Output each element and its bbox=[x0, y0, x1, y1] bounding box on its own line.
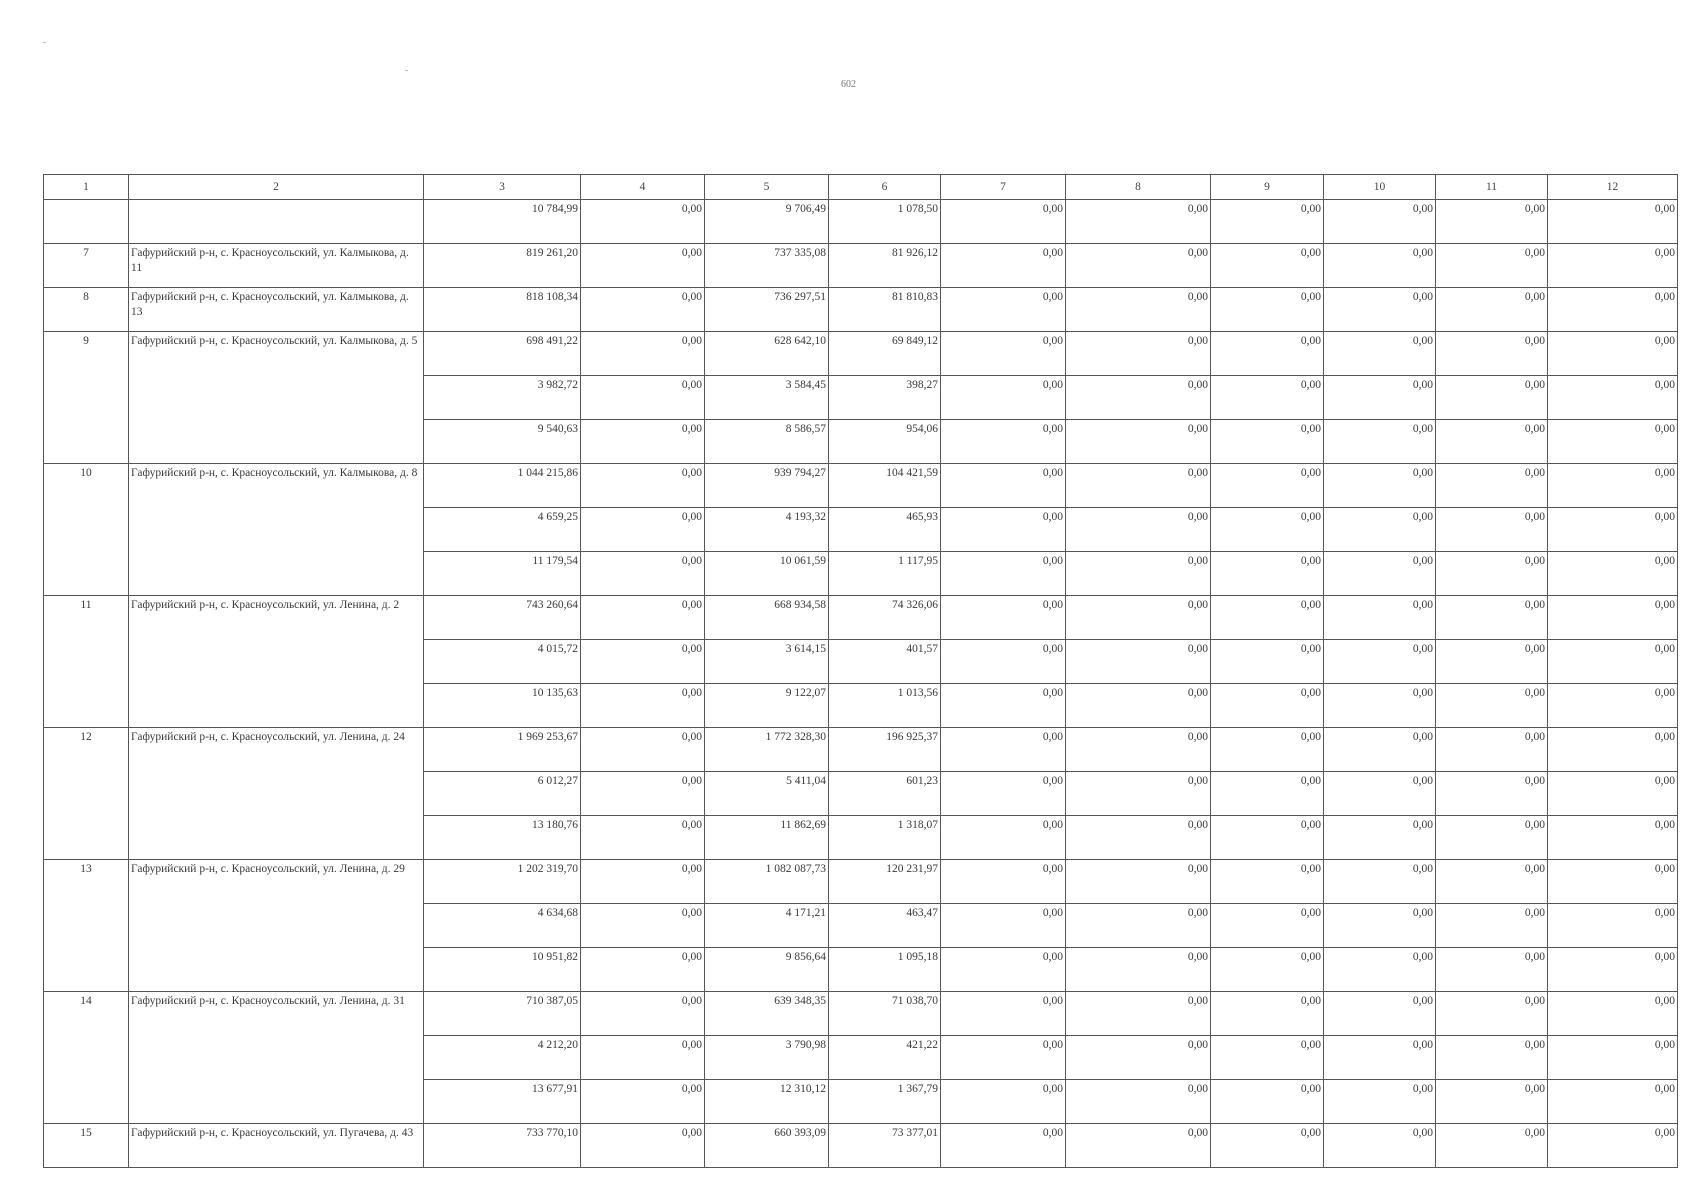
value-cell: 0,00 bbox=[581, 992, 705, 1036]
value-cell: 0,00 bbox=[1324, 772, 1436, 816]
value-cell: 13 677,91 bbox=[424, 1080, 581, 1124]
table-body bbox=[44, 175, 1678, 1168]
table-row bbox=[44, 332, 1678, 376]
value-cell: 0,00 bbox=[941, 860, 1066, 904]
value-cell: 0,00 bbox=[941, 992, 1066, 1036]
address-cell: Гафурийский р-н, с. Красноусольский, ул. Калмыкова, д. 8 bbox=[129, 464, 424, 596]
value-cell: 1 117,95 bbox=[829, 552, 941, 596]
value-cell: 0,00 bbox=[1548, 816, 1678, 860]
value-cell: 0,00 bbox=[1211, 464, 1324, 508]
value-cell: 0,00 bbox=[1324, 1080, 1436, 1124]
value-cell: 0,00 bbox=[941, 1080, 1066, 1124]
row-number-cell: 10 bbox=[44, 464, 129, 596]
value-cell: 0,00 bbox=[1211, 596, 1324, 640]
value-cell: 8 586,57 bbox=[705, 420, 829, 464]
row-number-cell: 15 bbox=[44, 1124, 129, 1168]
value-cell: 0,00 bbox=[1324, 640, 1436, 684]
value-cell: 0,00 bbox=[1066, 508, 1211, 552]
value-cell: 0,00 bbox=[941, 640, 1066, 684]
value-cell: 0,00 bbox=[1066, 992, 1211, 1036]
value-cell: 0,00 bbox=[1066, 464, 1211, 508]
value-cell: 120 231,97 bbox=[829, 860, 941, 904]
value-cell: 818 108,34 bbox=[424, 288, 581, 332]
value-cell: 0,00 bbox=[941, 1036, 1066, 1080]
value-cell: 0,00 bbox=[581, 332, 705, 376]
value-cell: 0,00 bbox=[941, 904, 1066, 948]
value-cell: 0,00 bbox=[941, 1124, 1066, 1168]
value-cell: 0,00 bbox=[1436, 244, 1548, 288]
value-cell: 0,00 bbox=[1548, 1124, 1678, 1168]
value-cell: 0,00 bbox=[1548, 1036, 1678, 1080]
column-number: 4 bbox=[581, 175, 705, 200]
value-cell: 73 377,01 bbox=[829, 1124, 941, 1168]
value-cell: 1 078,50 bbox=[829, 200, 941, 244]
value-cell: 5 411,04 bbox=[705, 772, 829, 816]
row-number-cell: 8 bbox=[44, 288, 129, 332]
value-cell: 0,00 bbox=[941, 464, 1066, 508]
value-cell: 0,00 bbox=[1211, 904, 1324, 948]
value-cell: 0,00 bbox=[1324, 200, 1436, 244]
address-cell: Гафурийский р-н, с. Красноусольский, ул. Ленина, д. 29 bbox=[129, 860, 424, 992]
value-cell: 0,00 bbox=[1548, 640, 1678, 684]
value-cell: 0,00 bbox=[1436, 1080, 1548, 1124]
value-cell: 0,00 bbox=[941, 816, 1066, 860]
value-cell: 0,00 bbox=[1066, 376, 1211, 420]
column-number-row bbox=[44, 175, 1678, 200]
value-cell: 0,00 bbox=[1066, 332, 1211, 376]
value-cell: 0,00 bbox=[1436, 508, 1548, 552]
value-cell: 0,00 bbox=[581, 200, 705, 244]
value-cell: 71 038,70 bbox=[829, 992, 941, 1036]
value-cell: 0,00 bbox=[581, 948, 705, 992]
value-cell: 0,00 bbox=[941, 244, 1066, 288]
value-cell: 0,00 bbox=[1211, 1080, 1324, 1124]
value-cell: 0,00 bbox=[581, 1036, 705, 1080]
value-cell: 3 790,98 bbox=[705, 1036, 829, 1080]
value-cell: 0,00 bbox=[1436, 1036, 1548, 1080]
value-cell: 0,00 bbox=[941, 420, 1066, 464]
value-cell: 0,00 bbox=[1324, 332, 1436, 376]
value-cell: 0,00 bbox=[1211, 244, 1324, 288]
value-cell: 0,00 bbox=[1324, 420, 1436, 464]
value-cell: 4 015,72 bbox=[424, 640, 581, 684]
value-cell: 0,00 bbox=[581, 420, 705, 464]
value-cell: 9 856,64 bbox=[705, 948, 829, 992]
table-row bbox=[44, 288, 1678, 332]
value-cell: 398,27 bbox=[829, 376, 941, 420]
value-cell: 1 044 215,86 bbox=[424, 464, 581, 508]
value-cell: 1 202 319,70 bbox=[424, 860, 581, 904]
value-cell: 0,00 bbox=[941, 772, 1066, 816]
row-number-cell bbox=[44, 200, 129, 244]
value-cell: 0,00 bbox=[1066, 420, 1211, 464]
table-row bbox=[44, 1124, 1678, 1168]
value-cell: 0,00 bbox=[941, 728, 1066, 772]
value-cell: 0,00 bbox=[1548, 772, 1678, 816]
value-cell: 0,00 bbox=[941, 376, 1066, 420]
value-cell: 196 925,37 bbox=[829, 728, 941, 772]
value-cell: 0,00 bbox=[941, 596, 1066, 640]
value-cell: 421,22 bbox=[829, 1036, 941, 1080]
value-cell: 0,00 bbox=[1548, 684, 1678, 728]
value-cell: 0,00 bbox=[1436, 596, 1548, 640]
value-cell: 0,00 bbox=[1211, 288, 1324, 332]
value-cell: 9 706,49 bbox=[705, 200, 829, 244]
table-row bbox=[44, 860, 1678, 904]
value-cell: 0,00 bbox=[1436, 420, 1548, 464]
value-cell: 0,00 bbox=[581, 772, 705, 816]
value-cell: 819 261,20 bbox=[424, 244, 581, 288]
value-cell: 10 135,63 bbox=[424, 684, 581, 728]
value-cell: 0,00 bbox=[1548, 904, 1678, 948]
value-cell: 81 810,83 bbox=[829, 288, 941, 332]
value-cell: 0,00 bbox=[1324, 816, 1436, 860]
value-cell: 0,00 bbox=[1324, 376, 1436, 420]
address-cell: Гафурийский р-н, с. Красноусольский, ул. Ленина, д. 31 bbox=[129, 992, 424, 1124]
value-cell: 0,00 bbox=[1548, 244, 1678, 288]
value-cell: 0,00 bbox=[1211, 420, 1324, 464]
value-cell: 0,00 bbox=[1066, 1036, 1211, 1080]
value-cell: 0,00 bbox=[581, 1124, 705, 1168]
value-cell: 0,00 bbox=[1548, 200, 1678, 244]
value-cell: 0,00 bbox=[1324, 508, 1436, 552]
value-cell: 0,00 bbox=[1548, 288, 1678, 332]
table-row bbox=[44, 244, 1678, 288]
value-cell: 0,00 bbox=[1436, 464, 1548, 508]
value-cell: 0,00 bbox=[1324, 860, 1436, 904]
value-cell: 0,00 bbox=[1324, 464, 1436, 508]
value-cell: 0,00 bbox=[941, 948, 1066, 992]
value-cell: 668 934,58 bbox=[705, 596, 829, 640]
value-cell: 0,00 bbox=[1211, 1036, 1324, 1080]
column-number: 1 bbox=[44, 175, 129, 200]
value-cell: 0,00 bbox=[1548, 508, 1678, 552]
value-cell: 0,00 bbox=[581, 684, 705, 728]
value-cell: 0,00 bbox=[581, 552, 705, 596]
value-cell: 0,00 bbox=[581, 464, 705, 508]
value-cell: 0,00 bbox=[581, 860, 705, 904]
value-cell: 0,00 bbox=[1211, 684, 1324, 728]
value-cell: 0,00 bbox=[1548, 1080, 1678, 1124]
value-cell: 0,00 bbox=[1548, 552, 1678, 596]
table-row bbox=[44, 992, 1678, 1036]
row-number-cell: 9 bbox=[44, 332, 129, 464]
value-cell: 0,00 bbox=[1436, 1124, 1548, 1168]
value-cell: 0,00 bbox=[1324, 1036, 1436, 1080]
address-cell: Гафурийский р-н, с. Красноусольский, ул. Пугачева, д. 43 bbox=[129, 1124, 424, 1168]
column-number: 7 bbox=[941, 175, 1066, 200]
value-cell: 0,00 bbox=[1066, 816, 1211, 860]
value-cell: 0,00 bbox=[1548, 332, 1678, 376]
column-number: 10 bbox=[1324, 175, 1436, 200]
address-cell: Гафурийский р-н, с. Красноусольский, ул. Ленина, д. 24 bbox=[129, 728, 424, 860]
value-cell: 737 335,08 bbox=[705, 244, 829, 288]
value-cell: 0,00 bbox=[1436, 200, 1548, 244]
value-cell: 4 171,21 bbox=[705, 904, 829, 948]
value-cell: 0,00 bbox=[1066, 684, 1211, 728]
value-cell: 0,00 bbox=[1324, 596, 1436, 640]
table-row bbox=[44, 728, 1678, 772]
value-cell: 0,00 bbox=[1548, 420, 1678, 464]
value-cell: 0,00 bbox=[1066, 552, 1211, 596]
row-number-cell: 12 bbox=[44, 728, 129, 860]
value-cell: 0,00 bbox=[1211, 376, 1324, 420]
value-cell: 0,00 bbox=[1211, 816, 1324, 860]
value-cell: 0,00 bbox=[1324, 288, 1436, 332]
value-cell: 733 770,10 bbox=[424, 1124, 581, 1168]
address-cell: Гафурийский р-н, с. Красноусольский, ул. Калмыкова, д. 11 bbox=[129, 244, 424, 288]
value-cell: 10 784,99 bbox=[424, 200, 581, 244]
value-cell: 1 367,79 bbox=[829, 1080, 941, 1124]
value-cell: 0,00 bbox=[1436, 288, 1548, 332]
value-cell: 1 969 253,67 bbox=[424, 728, 581, 772]
value-cell: 1 013,56 bbox=[829, 684, 941, 728]
value-cell: 639 348,35 bbox=[705, 992, 829, 1036]
value-cell: 0,00 bbox=[581, 640, 705, 684]
value-cell: 0,00 bbox=[1548, 464, 1678, 508]
value-cell: 0,00 bbox=[941, 288, 1066, 332]
value-cell: 0,00 bbox=[581, 904, 705, 948]
column-number: 5 bbox=[705, 175, 829, 200]
value-cell: 104 421,59 bbox=[829, 464, 941, 508]
value-cell: 1 318,07 bbox=[829, 816, 941, 860]
value-cell: 0,00 bbox=[1066, 200, 1211, 244]
value-cell: 0,00 bbox=[1436, 728, 1548, 772]
scan-speck bbox=[43, 42, 46, 43]
value-cell: 0,00 bbox=[1211, 948, 1324, 992]
column-number: 11 bbox=[1436, 175, 1548, 200]
value-cell: 0,00 bbox=[941, 508, 1066, 552]
financial-table bbox=[43, 174, 1678, 1168]
value-cell: 0,00 bbox=[941, 332, 1066, 376]
value-cell: 0,00 bbox=[1436, 772, 1548, 816]
value-cell: 6 012,27 bbox=[424, 772, 581, 816]
value-cell: 698 491,22 bbox=[424, 332, 581, 376]
value-cell: 463,47 bbox=[829, 904, 941, 948]
address-cell: Гафурийский р-н, с. Красноусольский, ул. Ленина, д. 2 bbox=[129, 596, 424, 728]
address-cell: Гафурийский р-н, с. Красноусольский, ул. Калмыкова, д. 13 bbox=[129, 288, 424, 332]
value-cell: 0,00 bbox=[581, 288, 705, 332]
value-cell: 12 310,12 bbox=[705, 1080, 829, 1124]
column-number: 3 bbox=[424, 175, 581, 200]
value-cell: 0,00 bbox=[1436, 640, 1548, 684]
value-cell: 0,00 bbox=[1436, 332, 1548, 376]
value-cell: 0,00 bbox=[1548, 948, 1678, 992]
financial-table-sheet bbox=[43, 174, 1677, 1168]
value-cell: 0,00 bbox=[1324, 552, 1436, 596]
column-number: 8 bbox=[1066, 175, 1211, 200]
column-number: 9 bbox=[1211, 175, 1324, 200]
value-cell: 0,00 bbox=[1436, 948, 1548, 992]
value-cell: 0,00 bbox=[941, 684, 1066, 728]
table-row bbox=[44, 596, 1678, 640]
value-cell: 11 862,69 bbox=[705, 816, 829, 860]
value-cell: 628 642,10 bbox=[705, 332, 829, 376]
value-cell: 3 982,72 bbox=[424, 376, 581, 420]
value-cell: 0,00 bbox=[1066, 948, 1211, 992]
column-number: 12 bbox=[1548, 175, 1678, 200]
value-cell: 0,00 bbox=[1324, 948, 1436, 992]
value-cell: 401,57 bbox=[829, 640, 941, 684]
value-cell: 0,00 bbox=[581, 596, 705, 640]
value-cell: 0,00 bbox=[1211, 508, 1324, 552]
value-cell: 0,00 bbox=[581, 508, 705, 552]
value-cell: 0,00 bbox=[1548, 992, 1678, 1036]
value-cell: 736 297,51 bbox=[705, 288, 829, 332]
value-cell: 0,00 bbox=[1436, 552, 1548, 596]
value-cell: 0,00 bbox=[1211, 200, 1324, 244]
value-cell: 0,00 bbox=[1211, 552, 1324, 596]
page-number: 602 bbox=[841, 79, 856, 90]
value-cell: 0,00 bbox=[1548, 376, 1678, 420]
value-cell: 743 260,64 bbox=[424, 596, 581, 640]
value-cell: 74 326,06 bbox=[829, 596, 941, 640]
row-number-cell: 14 bbox=[44, 992, 129, 1124]
table-row bbox=[44, 464, 1678, 508]
value-cell: 0,00 bbox=[1211, 640, 1324, 684]
value-cell: 0,00 bbox=[1066, 1080, 1211, 1124]
value-cell: 710 387,05 bbox=[424, 992, 581, 1036]
value-cell: 0,00 bbox=[1066, 728, 1211, 772]
scan-speck bbox=[405, 70, 408, 71]
value-cell: 465,93 bbox=[829, 508, 941, 552]
row-number-cell: 7 bbox=[44, 244, 129, 288]
value-cell: 0,00 bbox=[1211, 1124, 1324, 1168]
column-number: 6 bbox=[829, 175, 941, 200]
value-cell: 0,00 bbox=[1436, 992, 1548, 1036]
value-cell: 0,00 bbox=[1548, 728, 1678, 772]
value-cell: 0,00 bbox=[1324, 1124, 1436, 1168]
value-cell: 3 614,15 bbox=[705, 640, 829, 684]
value-cell: 0,00 bbox=[1211, 860, 1324, 904]
value-cell: 10 061,59 bbox=[705, 552, 829, 596]
value-cell: 0,00 bbox=[1324, 728, 1436, 772]
value-cell: 0,00 bbox=[1066, 772, 1211, 816]
value-cell: 1 095,18 bbox=[829, 948, 941, 992]
value-cell: 0,00 bbox=[1211, 992, 1324, 1036]
value-cell: 0,00 bbox=[1211, 772, 1324, 816]
value-cell: 0,00 bbox=[1066, 1124, 1211, 1168]
value-cell: 1 082 087,73 bbox=[705, 860, 829, 904]
value-cell: 0,00 bbox=[1211, 728, 1324, 772]
value-cell: 81 926,12 bbox=[829, 244, 941, 288]
row-number-cell: 13 bbox=[44, 860, 129, 992]
value-cell: 0,00 bbox=[941, 552, 1066, 596]
value-cell: 0,00 bbox=[1211, 332, 1324, 376]
value-cell: 0,00 bbox=[1548, 860, 1678, 904]
value-cell: 0,00 bbox=[941, 200, 1066, 244]
value-cell: 939 794,27 bbox=[705, 464, 829, 508]
value-cell: 1 772 328,30 bbox=[705, 728, 829, 772]
value-cell: 9 540,63 bbox=[424, 420, 581, 464]
value-cell: 0,00 bbox=[1436, 376, 1548, 420]
value-cell: 0,00 bbox=[1324, 992, 1436, 1036]
value-cell: 0,00 bbox=[581, 816, 705, 860]
value-cell: 3 584,45 bbox=[705, 376, 829, 420]
value-cell: 69 849,12 bbox=[829, 332, 941, 376]
value-cell: 954,06 bbox=[829, 420, 941, 464]
value-cell: 0,00 bbox=[1436, 684, 1548, 728]
address-cell: Гафурийский р-н, с. Красноусольский, ул. Калмыкова, д. 5 bbox=[129, 332, 424, 464]
value-cell: 0,00 bbox=[1066, 860, 1211, 904]
value-cell: 0,00 bbox=[1324, 904, 1436, 948]
value-cell: 0,00 bbox=[581, 244, 705, 288]
value-cell: 0,00 bbox=[1066, 596, 1211, 640]
value-cell: 11 179,54 bbox=[424, 552, 581, 596]
value-cell: 0,00 bbox=[581, 376, 705, 420]
value-cell: 4 659,25 bbox=[424, 508, 581, 552]
value-cell: 0,00 bbox=[1324, 684, 1436, 728]
value-cell: 0,00 bbox=[1066, 904, 1211, 948]
column-number: 2 bbox=[129, 175, 424, 200]
value-cell: 10 951,82 bbox=[424, 948, 581, 992]
value-cell: 4 634,68 bbox=[424, 904, 581, 948]
value-cell: 0,00 bbox=[1066, 244, 1211, 288]
value-cell: 0,00 bbox=[1436, 904, 1548, 948]
continuation-row bbox=[44, 200, 1678, 244]
value-cell: 601,23 bbox=[829, 772, 941, 816]
value-cell: 4 212,20 bbox=[424, 1036, 581, 1080]
value-cell: 0,00 bbox=[1324, 244, 1436, 288]
address-cell bbox=[129, 200, 424, 244]
value-cell: 0,00 bbox=[1548, 596, 1678, 640]
value-cell: 660 393,09 bbox=[705, 1124, 829, 1168]
value-cell: 0,00 bbox=[581, 1080, 705, 1124]
value-cell: 0,00 bbox=[581, 728, 705, 772]
value-cell: 13 180,76 bbox=[424, 816, 581, 860]
value-cell: 0,00 bbox=[1436, 816, 1548, 860]
value-cell: 0,00 bbox=[1066, 288, 1211, 332]
value-cell: 4 193,32 bbox=[705, 508, 829, 552]
value-cell: 0,00 bbox=[1436, 860, 1548, 904]
value-cell: 0,00 bbox=[1066, 640, 1211, 684]
value-cell: 9 122,07 bbox=[705, 684, 829, 728]
row-number-cell: 11 bbox=[44, 596, 129, 728]
